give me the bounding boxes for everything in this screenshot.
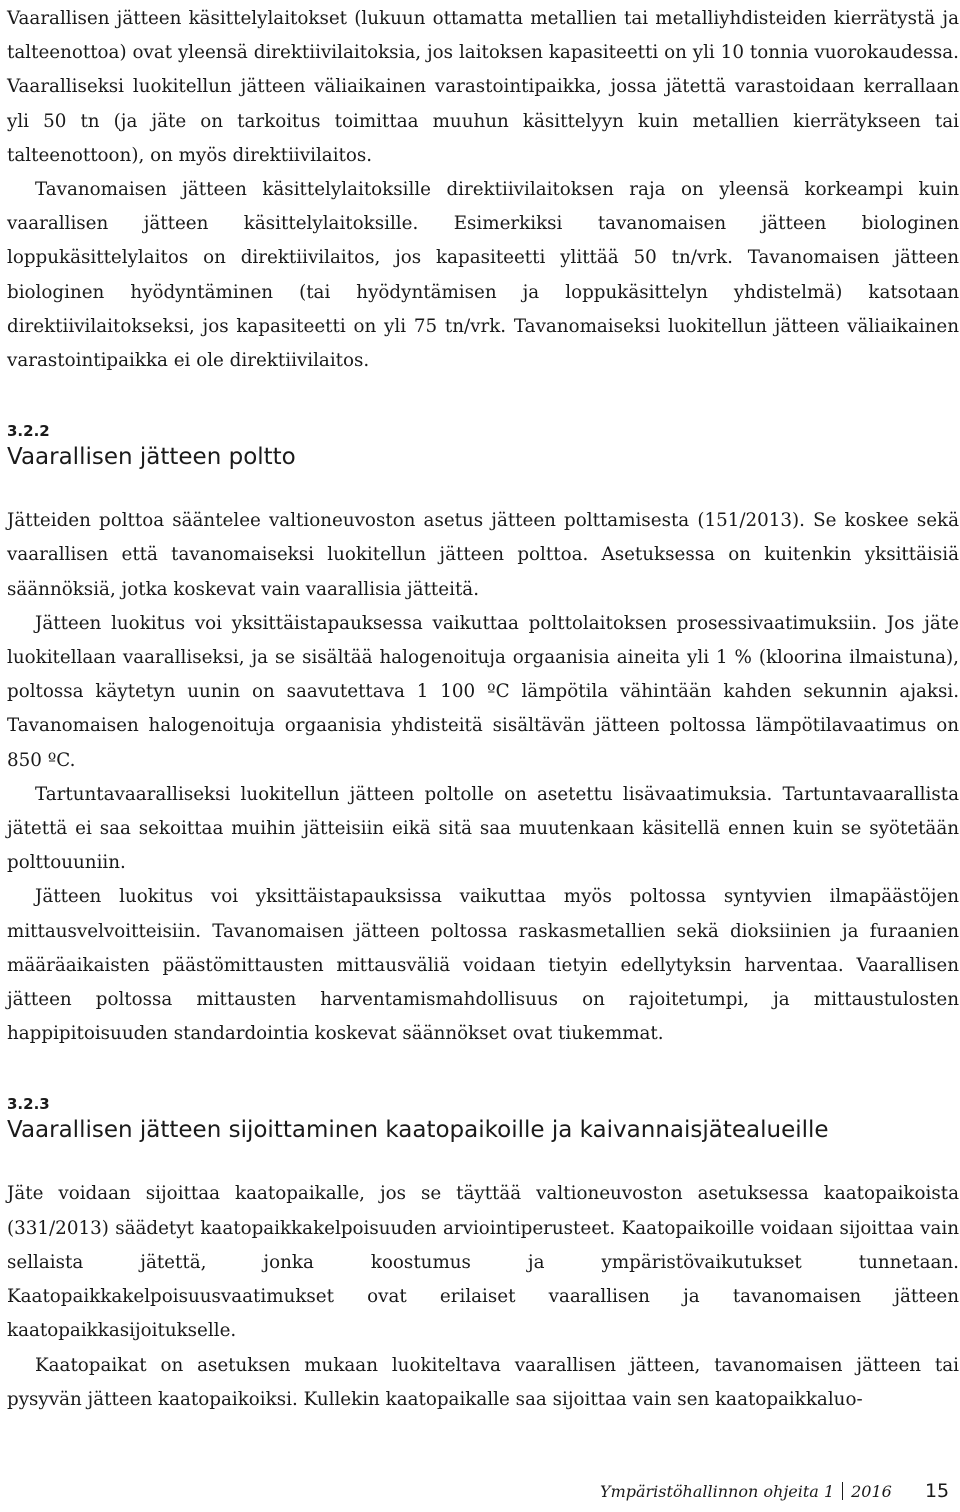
page-number: 15 xyxy=(924,1480,950,1502)
paragraph: Jätteiden polttoa sääntelee valtioneuvoston asetus jätteen polttamisesta (151/2013). Se koskee sekä vaarallisen että tavanomaiseksi luokitellun jätteen polttoa. Asetuksessa on kuitenkin yksittäisiä säännöksiä, jotka koskevat vain vaarallisia jätteitä. xyxy=(7,510,959,600)
section-number: 3.2.3 xyxy=(7,1095,50,1114)
page-footer xyxy=(600,1480,958,1502)
publication-year: 2016 xyxy=(851,1482,892,1501)
section-title: Vaarallisen jätteen poltto xyxy=(7,444,296,471)
publication-title: Ympäristöhallinnon ohjeita xyxy=(600,1482,819,1501)
section-title: Vaarallisen jätteen sijoittaminen kaatopaikoille ja kaivannaisjätealueille xyxy=(7,1117,829,1144)
paragraph: Tartuntavaaralliseksi luokitellun jätteen poltolle on asetettu lisävaatimuksia. Tartuntavaarallista jätettä ei saa sekoittaa muihin jätteisiin eikä sitä saa muutenkaan käsitellä ennen kuin se syötetään polttouuniin. xyxy=(7,783,959,874)
document-page xyxy=(7,2,959,1417)
intro-section xyxy=(7,2,959,378)
paragraph: Jäte voidaan sijoittaa kaatopaikalle, jos se täyttää valtioneuvoston asetuksessa kaatopaikoista (331/2013) säädetyt kaatopaikkakelpoisuuden arviointiperusteet. Kaatopaikoille voidaan sijoittaa vain sellaista jätettä, jonka koostumus ja ympäristövaikutukset tunnetaan. Kaatopaikkakelpoisuusvaatimukset ovat erilaiset vaarallisen ja tavanomaisen jätteen kaatopaikkasijoitukselle. xyxy=(7,1183,959,1342)
paragraph: Vaarallisen jätteen käsittelylaitokset (lukuun ottamatta metallien tai metalliyhdisteiden kierrätystä ja talteenottoa) ovat yleensä direktiivilaitoksia, jos laitoksen kapasiteetti on yli 10 tonnia vuorokaudessa. Vaaralliseksi luokitellun jätteen väliaikainen varastointipaikka, jossa jätettä varastoidaan kerrallaan yli 50 tn (ja jäte on tarkoitus toimittaa muuhun käsittelyyn kuin metallien kierrätykseen tai talteenottoon), on myös direktiivilaitos. xyxy=(7,8,959,166)
paragraph: Kaatopaikat on asetuksen mukaan luokiteltava vaarallisen jätteen, tavanomaisen jätteen tai pysyvän jätteen kaatopaikoiksi. Kullekin kaatopaikalle saa sijoittaa vain sen kaatopaikkaluo- xyxy=(7,1354,959,1410)
section-3-2-2 xyxy=(7,422,959,1051)
paragraph: Tavanomaisen jätteen käsittelylaitoksille direktiivilaitoksen raja on yleensä korkeampi kuin vaarallisen jätteen käsittelylaitoksille. Esimerkiksi tavanomaisen jätteen biologinen loppukäsittelylaitos on direktiivilaitos, jos kapasiteetti ylittää 50 tn/vrk. Tavanomaisen jätteen biologinen hyödyntäminen (tai hyödyntämisen ja loppukäsittelyn yhdistelmä) katsotaan direktiivilaitokseksi, jos kapasiteetti on yli 75 tn/vrk. Tavanomaiseksi luokitellun jätteen väliaikainen varastointipaikka ei ole direktiivilaitos. xyxy=(7,179,959,372)
publication-issue: 1 xyxy=(823,1482,835,1501)
footer-divider xyxy=(842,1482,843,1500)
section-number: 3.2.2 xyxy=(7,422,50,441)
paragraph: Jätteen luokitus voi yksittäistapauksissa vaikuttaa myös poltossa syntyvien ilmapäästöjen mittausvelvoitteisiin. Tavanomaisen jätteen poltossa raskasmetallien sekä dioksiinien ja furaanien määräaikaisten päästömittausten mittausväliä voidaan tietyin edellytyksin harventaa. Vaarallisen jätteen poltossa mittausten harventamismahdollisuus on rajoitetumpi, ja mittaustulosten happipitoisuuden standardointia koskevat säännökset ovat tiukemmat. xyxy=(7,886,959,1045)
section-3-2-3 xyxy=(7,1095,959,1416)
paragraph: Jätteen luokitus voi yksittäistapauksessa vaikuttaa polttolaitoksen prosessivaatimuksiin. Jos jäte luokitellaan vaaralliseksi, ja se sisältää halogenoituja orgaanisia aineita yli 1 % (kloorina ilmaistuna), poltossa käytetyn uunin on saavutettava 1 100 ºC lämpötila vähintään kahden sekunnin ajaksi. Tavanomaisen halogenoituja orgaanisia yhdisteitä sisältävän jätteen poltossa lämpötilavaatimus on 850 ºC. xyxy=(7,612,959,771)
